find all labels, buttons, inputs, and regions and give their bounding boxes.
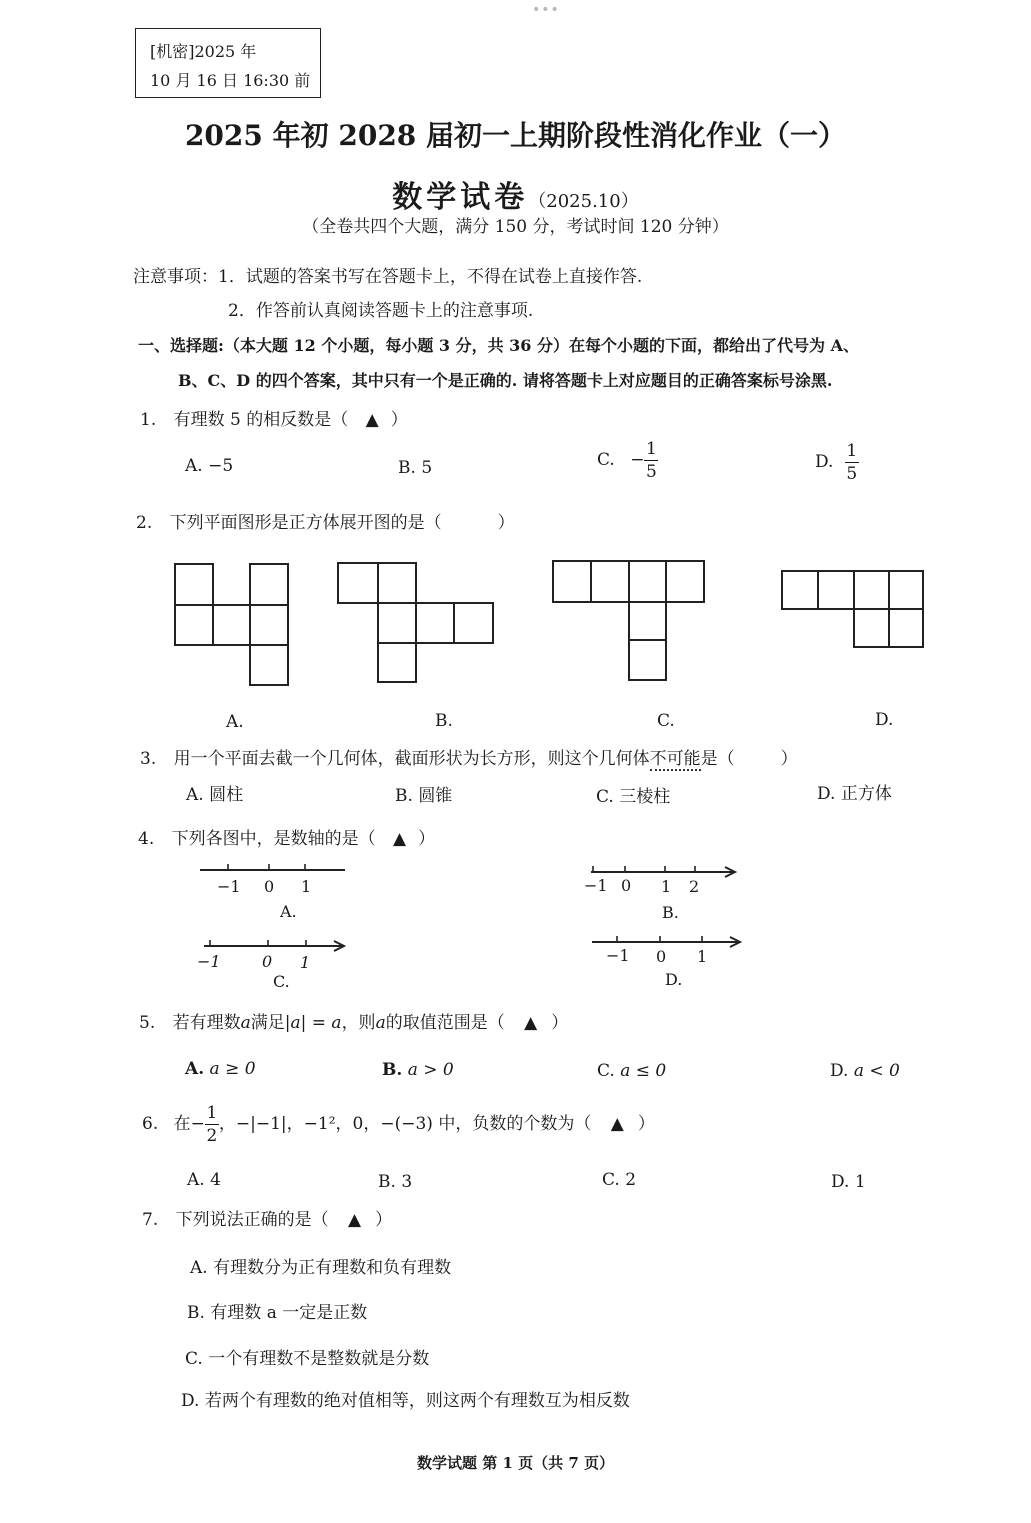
q1-text: 有理数 5 的相反数是（ <box>173 410 349 430</box>
net-square <box>553 561 591 602</box>
net-square <box>175 564 213 605</box>
q7-option-b[interactable]: B. 有理数 a 一定是正数 <box>187 1303 368 1323</box>
notice-item-2: 2．作答前认真阅读答题卡上的注意事项. <box>228 301 534 321</box>
q1-option-a[interactable] <box>185 456 233 476</box>
option-label: D. <box>830 1061 849 1081</box>
tick-label: 1 <box>300 953 311 972</box>
number-line-a[interactable] <box>195 858 355 878</box>
q4-label-c: C. <box>273 972 290 991</box>
option-label: B. <box>395 786 413 806</box>
tick-label: 0 <box>621 876 632 895</box>
q1-option-b[interactable] <box>398 458 432 478</box>
option-label: A. <box>186 785 204 805</box>
answer-mark-icon: ▲ <box>393 829 407 849</box>
fraction <box>205 1104 219 1145</box>
subject-name: 数学试卷 <box>392 180 529 215</box>
q3-emphasis: 不可能 <box>649 749 701 769</box>
q7-text: 下列说法正确的是（ <box>175 1210 329 1230</box>
q4-number: 4. <box>138 829 155 849</box>
answer-mark-icon: ▲ <box>524 1013 538 1033</box>
q4-label-a: A. <box>280 902 297 921</box>
q3-text: 用一个平面去截一个几何体，截面形状为长方形，则这个几何体 <box>173 749 650 769</box>
net-square <box>629 561 666 602</box>
q5-variable: a <box>375 1013 386 1033</box>
q3-text-end: 是（ <box>700 749 735 769</box>
q1-close: ） <box>390 410 408 430</box>
notice-line-1 <box>133 262 642 287</box>
q2-label-b: B. <box>435 711 453 731</box>
exam-subtitle <box>0 172 1031 216</box>
denominator: 5 <box>646 462 657 482</box>
numerator: 1 <box>846 441 858 461</box>
q7-number: 7. <box>142 1210 159 1230</box>
denominator: 2 <box>206 1126 218 1146</box>
tick-label: −1 <box>606 946 630 965</box>
option-label: B. <box>382 1060 403 1080</box>
option-label: C. <box>597 450 615 470</box>
q6-number-list: ，−|−1|，−1²，0，−(−3) 中，负数的个数为（ <box>218 1114 592 1134</box>
q2-label-c: C. <box>657 711 675 731</box>
q4-label-d: D. <box>665 970 683 989</box>
option-label: A. <box>185 1059 205 1079</box>
option-label: C. <box>602 1170 620 1190</box>
q1-option-d[interactable] <box>815 442 859 483</box>
net-square <box>818 571 854 609</box>
tick-label: −1 <box>584 876 608 895</box>
option-label: D. <box>817 784 836 804</box>
net-square <box>666 561 704 602</box>
exam-title: 2025 年初 2028 届初一上期阶段性消化作业（一） <box>184 119 847 152</box>
q4-stem <box>138 824 435 849</box>
tick-label: 0 <box>264 877 275 896</box>
q2-number: 2. <box>136 513 153 533</box>
net-square <box>250 605 288 645</box>
tick-label: −1 <box>217 877 241 896</box>
tick-label: 1 <box>661 877 672 896</box>
q4-text: 下列各图中，是数轴的是（ <box>171 829 376 849</box>
net-square <box>378 563 416 603</box>
net-square <box>454 603 493 643</box>
q6-text: 在 <box>173 1114 191 1134</box>
number-line-c[interactable] <box>200 934 355 956</box>
option-value: 圆柱 <box>209 785 244 805</box>
q5-number: 5. <box>139 1013 156 1033</box>
q7-option-d[interactable]: D. 若两个有理数的绝对值相等，则这两个有理数互为相反数 <box>181 1391 630 1411</box>
q3-option-b[interactable] <box>395 781 452 806</box>
denominator: 5 <box>846 464 858 484</box>
stamp-line-1: [机密]2025 年 <box>150 42 257 61</box>
fraction <box>845 442 859 483</box>
q3-option-a[interactable] <box>186 780 243 805</box>
net-b-figure[interactable] <box>330 555 505 695</box>
q6-stem <box>142 1104 655 1145</box>
q5-stem <box>139 1008 568 1033</box>
q6-option-a[interactable] <box>187 1170 221 1190</box>
tick-label: 1 <box>697 947 708 966</box>
option-label: C. <box>597 1061 615 1081</box>
q4-close: ） <box>418 829 436 849</box>
q4-label-b: B. <box>662 903 679 922</box>
net-square <box>416 603 454 643</box>
option-value: a ≤ 0 <box>620 1061 667 1081</box>
q7-option-c[interactable]: C. 一个有理数不是整数就是分数 <box>185 1349 430 1369</box>
tick-label: 2 <box>689 877 700 896</box>
net-d-figure[interactable] <box>775 563 935 658</box>
q5-text-end: 的取值范围是（ <box>385 1013 505 1033</box>
negative-sign: − <box>190 1114 205 1134</box>
option-value: 3 <box>401 1172 413 1192</box>
q5-text-mid: 满足 <box>250 1013 285 1033</box>
exam-date: （2025.10） <box>528 191 639 212</box>
q2-label-a: A. <box>226 712 244 732</box>
q6-number: 6. <box>142 1114 159 1134</box>
q7-close: ） <box>375 1210 393 1230</box>
option-value: 5 <box>421 458 433 478</box>
q3-number: 3. <box>140 749 157 769</box>
q2-close: ） <box>497 513 515 533</box>
option-value: a ≥ 0 <box>209 1059 256 1079</box>
net-square <box>250 564 288 605</box>
option-value: 1 <box>854 1172 866 1192</box>
q2-text: 下列平面图形是正方体展开图的是（ <box>169 513 442 533</box>
q6-option-d[interactable] <box>831 1172 866 1192</box>
tick-label: 1 <box>301 877 312 896</box>
option-value: a > 0 <box>407 1060 454 1080</box>
numerator: 1 <box>646 439 657 459</box>
q5-abs-expression: |a| = a <box>284 1013 342 1033</box>
net-c-figure[interactable] <box>545 553 715 688</box>
q3-option-c[interactable] <box>596 782 670 807</box>
net-square <box>629 602 666 640</box>
q6-option-c[interactable] <box>602 1170 636 1190</box>
page-footer: 数学试题 第 1 页（共 7 页） <box>417 1454 614 1472</box>
q5-option-d[interactable] <box>830 1061 900 1081</box>
net-square <box>378 643 416 682</box>
q3-stem <box>140 744 798 769</box>
option-label: B. <box>398 458 416 478</box>
q1-stem <box>140 405 408 430</box>
q2-label-d: D. <box>875 710 894 730</box>
q5-option-c[interactable] <box>597 1061 666 1081</box>
net-square <box>889 609 923 647</box>
option-value: a < 0 <box>853 1061 900 1081</box>
q7-option-a[interactable]: A. 有理数分为正有理数和负有理数 <box>190 1258 452 1278</box>
option-label: C. <box>596 787 614 807</box>
option-value: 2 <box>625 1170 637 1190</box>
q3-close: ） <box>780 749 798 769</box>
notice-label: 注意事项： <box>133 267 218 287</box>
option-label: B. <box>378 1172 396 1192</box>
q5-text-post: ，则 <box>341 1013 376 1033</box>
q6-close: ） <box>637 1114 655 1134</box>
net-square <box>854 609 889 647</box>
tick-label: 0 <box>262 952 273 971</box>
option-label: D. <box>815 452 834 472</box>
answer-mark-icon: ▲ <box>610 1114 624 1134</box>
fraction <box>644 440 658 481</box>
answer-mark-icon: ▲ <box>365 410 379 430</box>
net-square <box>782 571 818 609</box>
q2-stem <box>136 508 515 533</box>
net-square <box>250 645 288 685</box>
net-square <box>378 603 416 643</box>
q5-close: ） <box>551 1013 569 1033</box>
q1-number: 1. <box>140 410 157 430</box>
section1-line-2: B、C、D 的四个答案，其中只有一个是正确的. 请将答题卡上对应题目的正确答案标号涂黑. <box>178 371 833 390</box>
option-value: 圆锥 <box>418 786 453 806</box>
top-dots: ••• <box>532 2 560 18</box>
q5-variable: a <box>240 1013 251 1033</box>
q6-option-b[interactable] <box>378 1172 412 1192</box>
net-a-figure[interactable] <box>160 555 300 695</box>
exam-info: （全卷共四个大题，满分 150 分，考试时间 120 分钟） <box>302 217 729 237</box>
notice-item-1: 1．试题的答案书写在答题卡上，不得在试卷上直接作答. <box>218 267 643 287</box>
net-square <box>889 571 923 609</box>
q7-stem <box>142 1205 392 1230</box>
negative-sign: − <box>630 450 645 470</box>
net-square <box>338 563 378 603</box>
q5-option-b[interactable] <box>382 1060 454 1080</box>
option-value: 4 <box>210 1170 221 1190</box>
numerator: 1 <box>206 1103 218 1123</box>
section1-line-1: 一、选择题:（本大题 12 个小题，每小题 3 分，共 36 分）在每个小题的下面，都给出了代号为 A、 <box>138 336 859 355</box>
option-value: −5 <box>208 456 234 476</box>
tick-label: 0 <box>656 947 667 966</box>
net-square <box>213 605 250 645</box>
answer-mark-icon: ▲ <box>348 1210 362 1230</box>
net-square <box>854 571 889 609</box>
option-value: 三棱柱 <box>619 787 671 807</box>
option-label: A. <box>187 1170 205 1190</box>
q3-option-d[interactable] <box>817 779 892 804</box>
option-label: A. <box>185 456 203 476</box>
option-value: 正方体 <box>840 784 892 804</box>
q5-option-a[interactable] <box>185 1059 256 1079</box>
option-label: D. <box>831 1172 850 1192</box>
stamp-line-2: 10 月 16 日 16:30 前 <box>150 71 311 90</box>
q1-option-c[interactable] <box>597 440 658 481</box>
net-square <box>175 605 213 645</box>
net-square <box>629 640 666 680</box>
tick-label: −1 <box>197 952 221 971</box>
confidential-stamp <box>135 28 321 98</box>
q5-text: 若有理数 <box>172 1013 241 1033</box>
net-square <box>591 561 629 602</box>
